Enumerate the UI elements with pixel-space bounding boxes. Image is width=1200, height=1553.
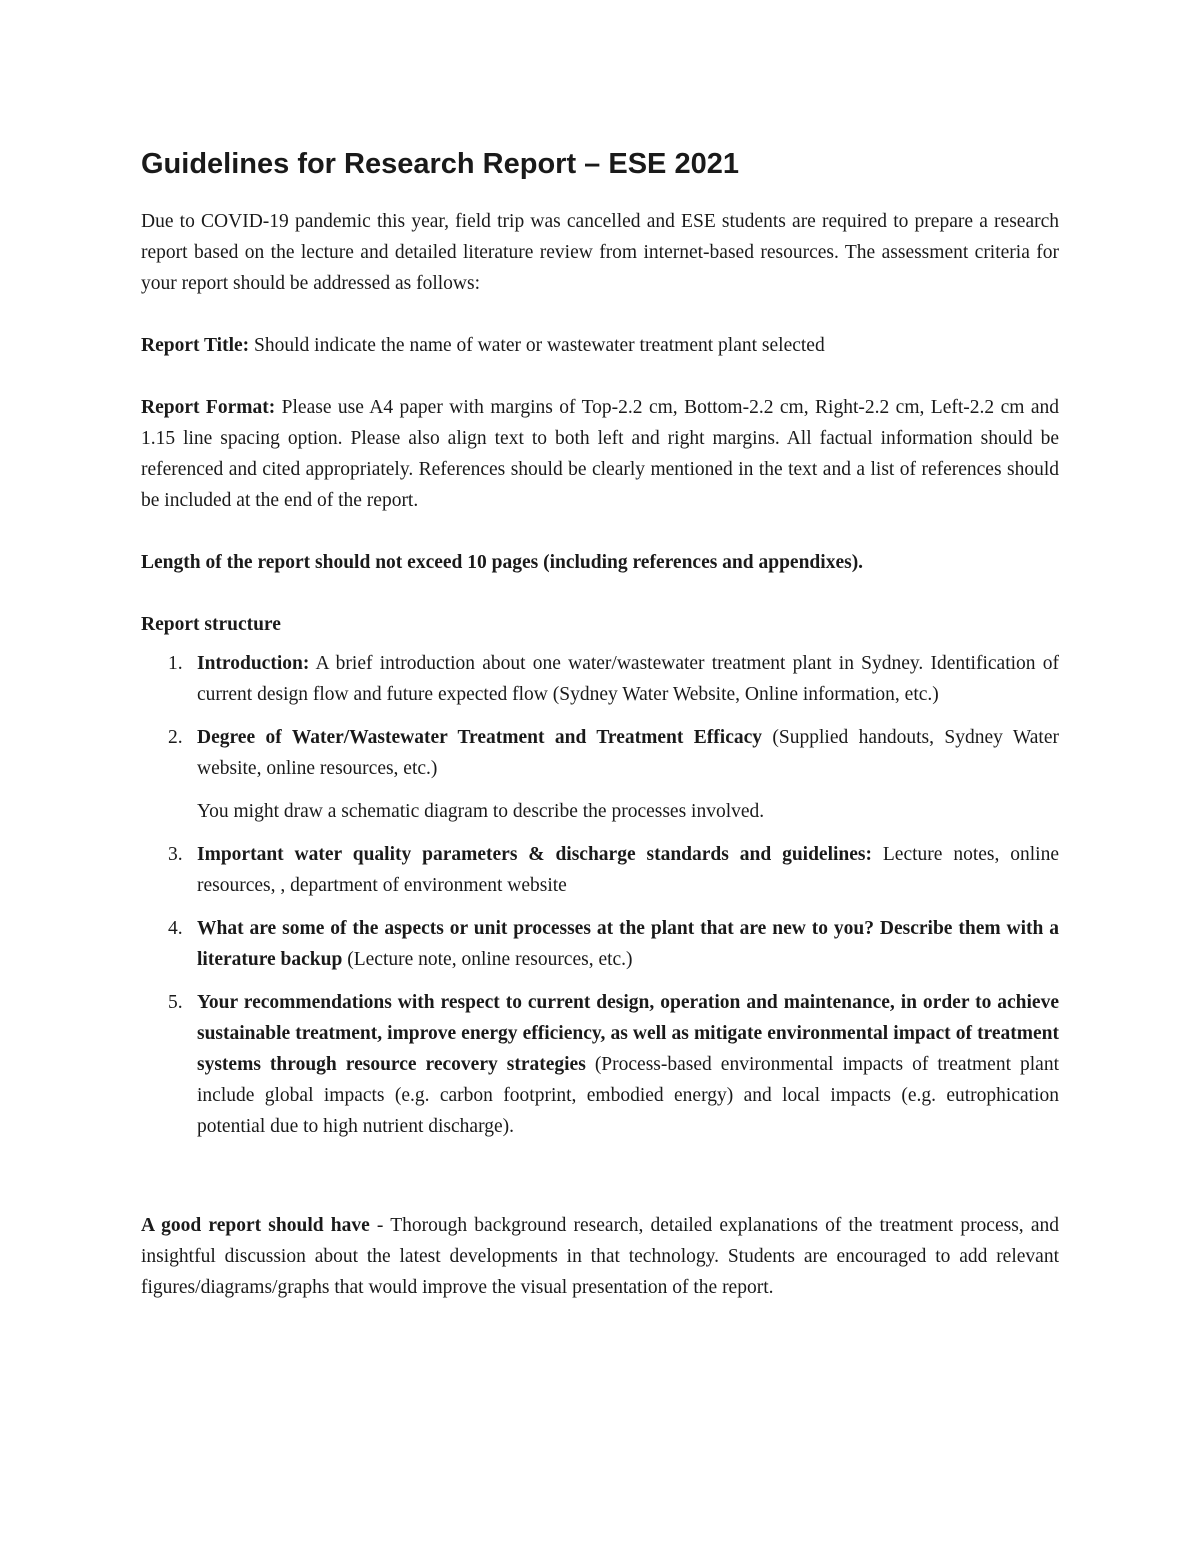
- list-item: [141, 913, 1059, 975]
- length-note: [141, 547, 1059, 578]
- intro-paragraph: Due to COVID-19 pandemic this year, field trip was cancelled and ESE students are required to prepare a research report based on the lecture and detailed literature review from internet-based resources. The assessment criteria for your report should be addressed as follows:: [141, 211, 1059, 294]
- list-item-text: (Lecture note, online resources, etc.): [342, 949, 633, 970]
- list-item: [141, 722, 1059, 827]
- structure-heading: [141, 609, 1059, 640]
- structure-list: [141, 648, 1059, 1142]
- list-item-number: 2.: [168, 727, 183, 748]
- structure-heading-text: Report structure: [141, 614, 281, 635]
- list-item-bold: What are some of the aspects or unit processes at the plant that are new to you? Describe them with a literature backup: [197, 918, 1059, 970]
- list-item-text: (Process-based environmental impacts of treatment plant include global impacts (e.g. carbon footprint, embodied energy) and local impacts (e.g. eutrophication potential due to high nutrient discharge).: [197, 1054, 1060, 1137]
- length-note-text: Length of the report should not exceed 10 pages (including references and appendixes).: [141, 552, 864, 573]
- list-item-text: (Supplied handouts, Sydney Water website, online resources, etc.): [197, 727, 1059, 779]
- report-format-text: Please use A4 paper with margins of Top-2.2 cm, Bottom-2.2 cm, Right-2.2 cm, Left-2.2 cm and 1.15 line spacing option. Please also align text to both left and right margins. All factual information should be referenced and cited appropriately. References should be clearly mentioned in the text and a list of references should be included at the end of the report.: [141, 397, 1059, 511]
- list-item: [141, 648, 1059, 710]
- document-body: [141, 138, 1059, 1303]
- report-title-text: Should indicate the name of water or wastewater treatment plant selected: [249, 335, 825, 356]
- list-item-bold: Your recommendations with respect to current design, operation and maintenance, in order to achieve sustainable treatment, improve energy efficiency, as well as mitigate environmental impact of treatment systems through resource recovery strategies: [197, 992, 1059, 1075]
- good-report-label: A good report should have: [141, 1215, 370, 1236]
- report-format-paragraph: [141, 392, 1059, 516]
- list-item: [141, 987, 1059, 1142]
- report-title-label: Report Title:: [141, 335, 250, 356]
- list-item-number: 5.: [168, 992, 183, 1013]
- list-item-text: A brief introduction about one water/wastewater treatment plant in Sydney. Identification of current design flow and future expected flow (Sydney Water Website, Online information, etc.): [197, 653, 1059, 705]
- list-item-subtext: You might draw a schematic diagram to describe the processes involved.: [197, 801, 765, 822]
- list-item-text: Lecture notes, online resources, , department of environment website: [197, 844, 1059, 896]
- list-item-number: 3.: [168, 844, 183, 865]
- good-report-text: - Thorough background research, detailed explanations of the treatment process, and insightful discussion about the latest developments in that technology. Students are encouraged to add relevant figures/diagrams/graphs that would improve the visual presentation of the report.: [141, 1215, 1059, 1298]
- list-item: [141, 839, 1059, 901]
- good-report-paragraph: [141, 1210, 1059, 1303]
- report-title-paragraph: [141, 330, 1059, 361]
- list-item-bold: Important water quality parameters & discharge standards and guidelines:: [197, 844, 872, 865]
- list-item-bold: Degree of Water/Wastewater Treatment and Treatment Efficacy: [197, 727, 763, 748]
- list-item-number: 4.: [168, 918, 183, 939]
- document-title: Guidelines for Research Report – ESE 2021: [141, 148, 739, 180]
- list-item-number: 1.: [168, 653, 183, 674]
- report-format-label: Report Format:: [141, 397, 276, 418]
- list-item-bold: Introduction:: [197, 653, 310, 674]
